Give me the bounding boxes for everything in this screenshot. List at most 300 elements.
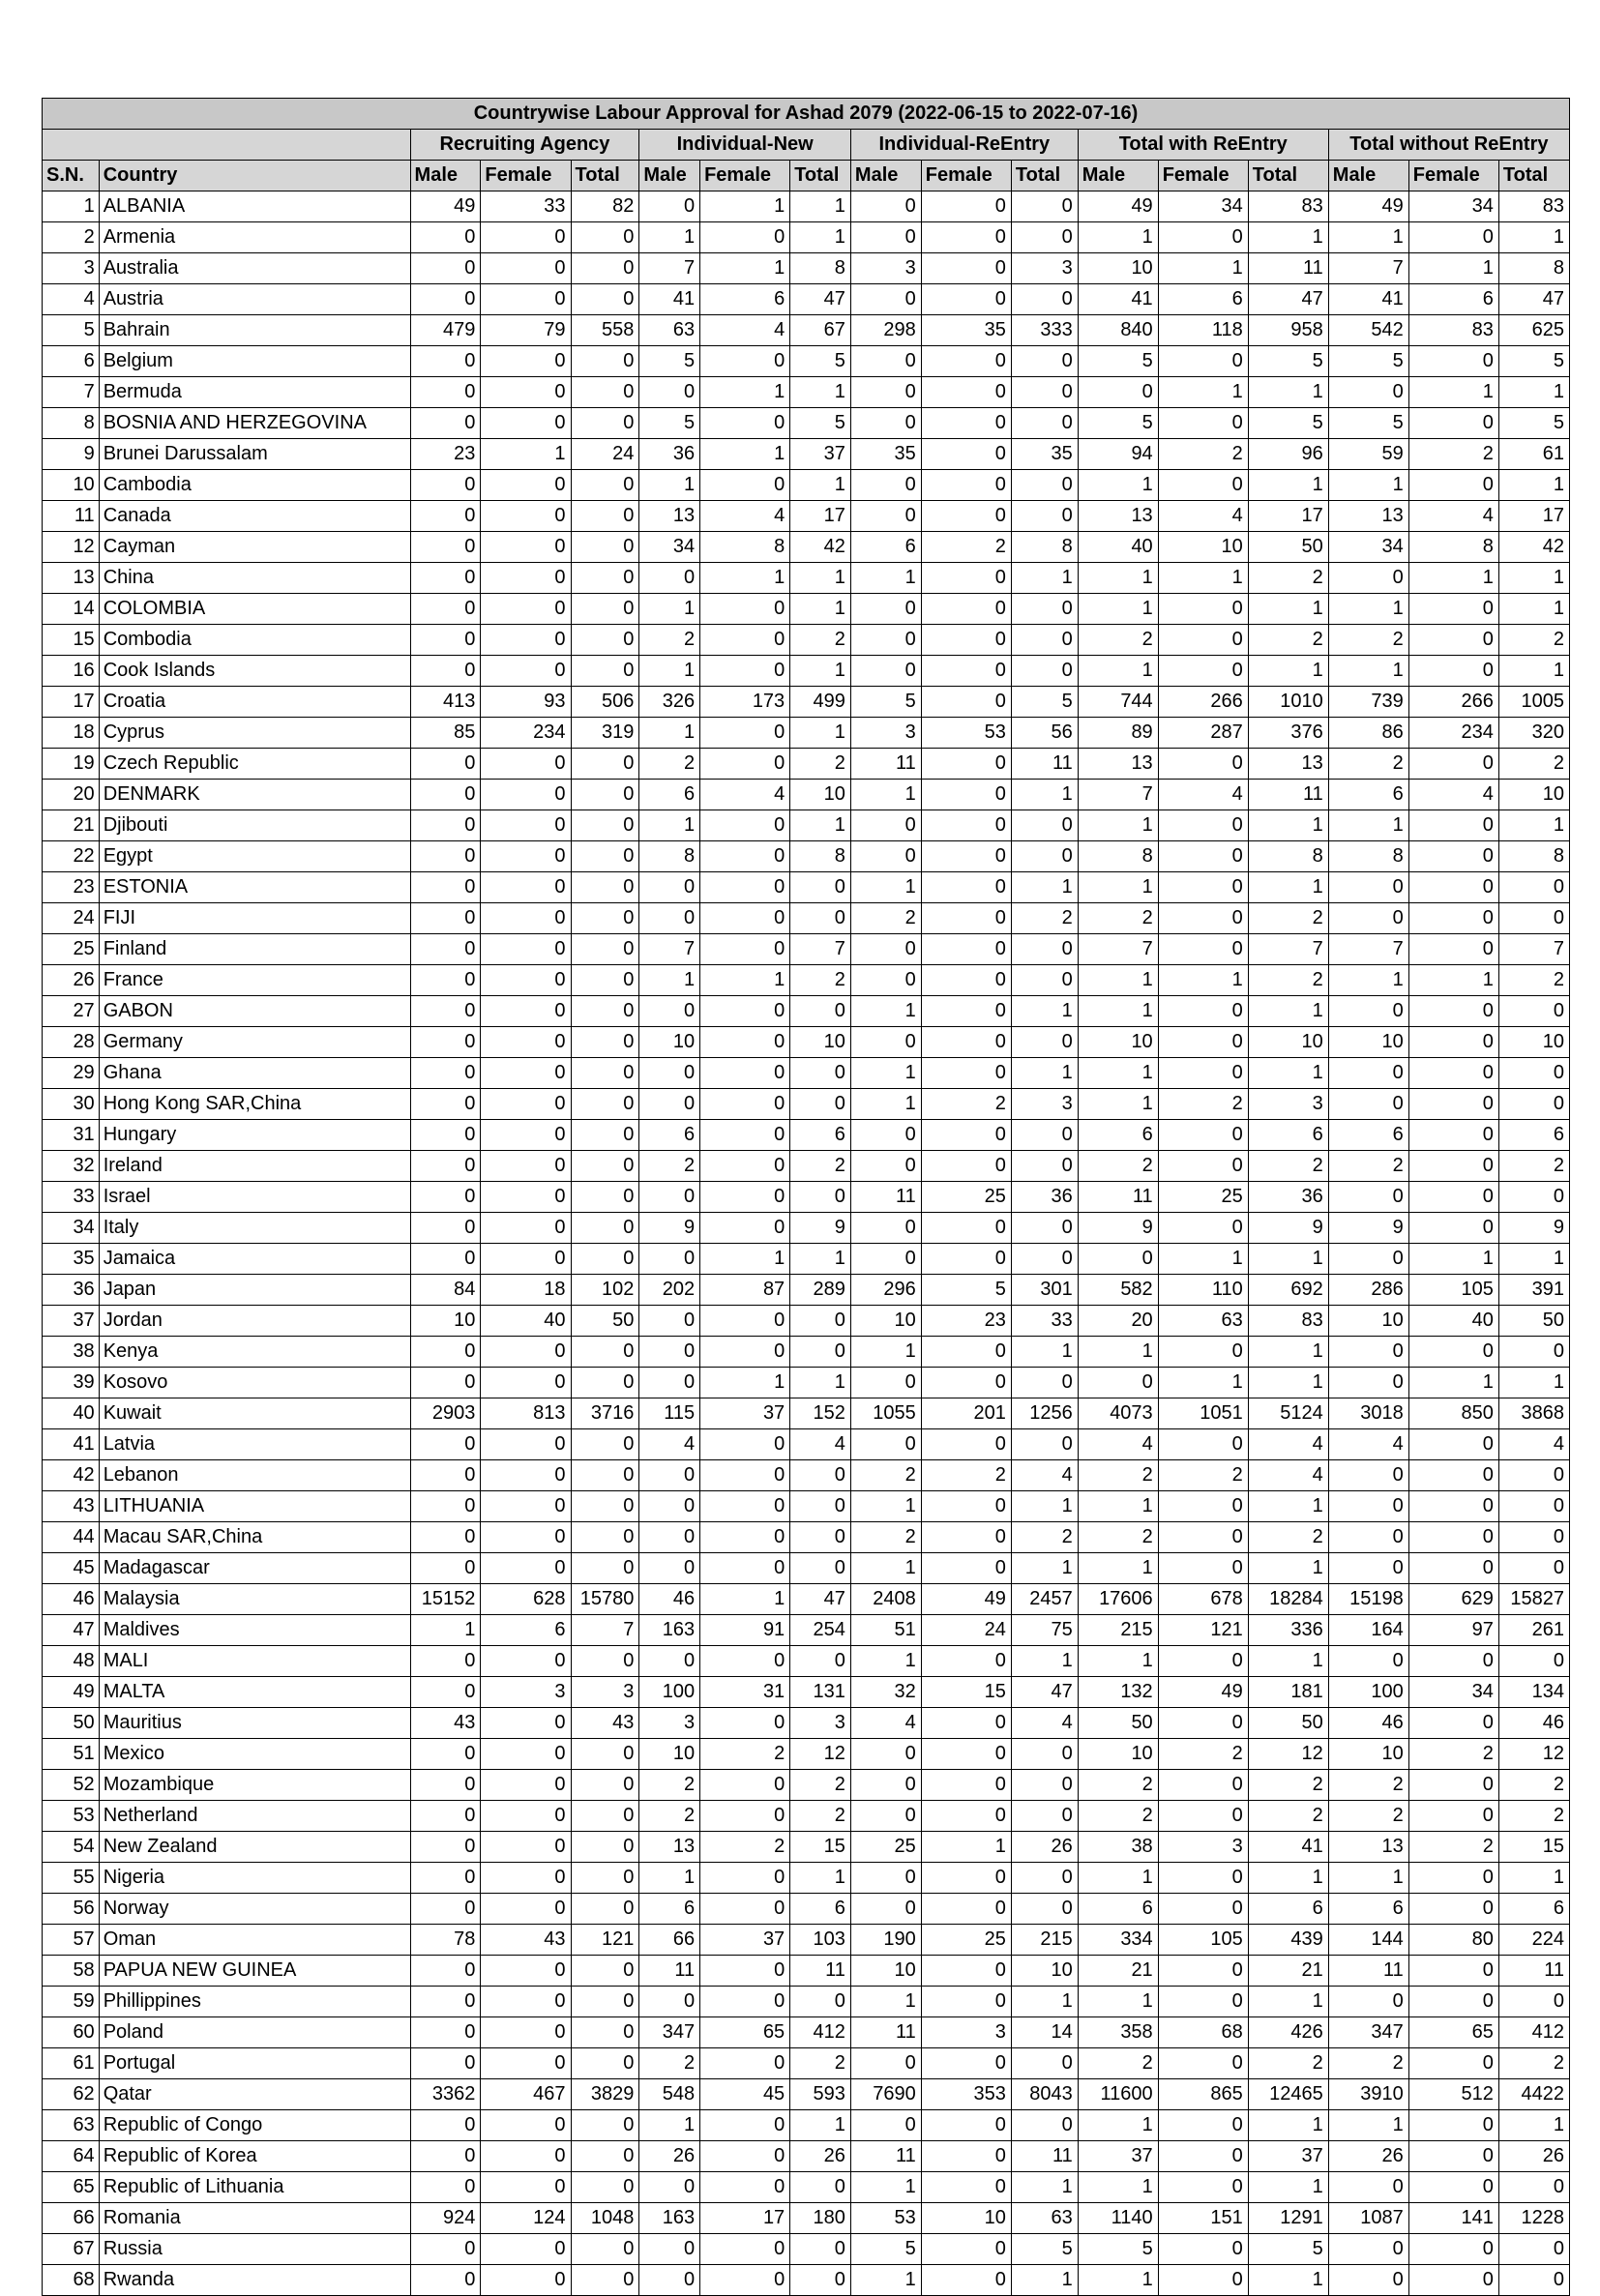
value-cell: 0	[1011, 934, 1078, 965]
value-cell: 0	[850, 1739, 921, 1770]
value-cell: 1	[639, 810, 700, 841]
value-cell: 0	[850, 470, 921, 501]
column-header: Total	[1248, 161, 1328, 191]
value-cell: 2	[921, 1089, 1011, 1120]
value-cell: 0	[921, 346, 1011, 377]
value-cell: 34	[1408, 191, 1498, 222]
country-cell: Madagascar	[99, 1553, 410, 1584]
value-cell: 0	[921, 1646, 1011, 1677]
value-cell: 0	[481, 1801, 571, 1832]
value-cell: 1	[639, 470, 700, 501]
value-cell: 89	[1078, 718, 1158, 749]
table-row	[43, 872, 1570, 903]
value-cell: 0	[639, 1244, 700, 1275]
value-cell: 0	[410, 1213, 481, 1244]
value-cell: 0	[700, 841, 790, 872]
value-cell: 1	[1248, 1058, 1328, 1089]
serial-number-cell: 26	[43, 965, 100, 996]
value-cell: 0	[639, 1553, 700, 1584]
value-cell: 0	[410, 1058, 481, 1089]
value-cell: 0	[1408, 1337, 1498, 1368]
value-cell: 0	[410, 1089, 481, 1120]
value-cell: 0	[571, 1739, 639, 1770]
value-cell: 287	[1158, 718, 1248, 749]
value-cell: 1	[639, 1863, 700, 1894]
value-cell: 6	[1328, 1120, 1408, 1151]
serial-number-cell: 7	[43, 377, 100, 408]
serial-number-cell: 23	[43, 872, 100, 903]
value-cell: 2	[1158, 1460, 1248, 1491]
value-cell: 0	[1011, 2048, 1078, 2079]
value-cell: 0	[921, 2110, 1011, 2141]
value-cell: 1	[1078, 1491, 1158, 1522]
value-cell: 0	[921, 2234, 1011, 2265]
value-cell: 0	[700, 1987, 790, 2017]
country-cell: Kenya	[99, 1337, 410, 1368]
value-cell: 0	[850, 408, 921, 439]
value-cell: 0	[639, 563, 700, 594]
value-cell: 7	[790, 934, 851, 965]
value-cell: 36	[639, 439, 700, 470]
value-cell: 286	[1328, 1275, 1408, 1306]
value-cell: 0	[410, 1770, 481, 1801]
value-cell: 3868	[1498, 1398, 1569, 1429]
value-cell: 0	[1498, 1460, 1569, 1491]
value-cell: 1	[1248, 1646, 1328, 1677]
value-cell: 0	[1158, 1863, 1248, 1894]
value-cell: 0	[481, 1429, 571, 1460]
value-cell: 0	[921, 253, 1011, 284]
value-cell: 0	[1408, 1956, 1498, 1987]
value-cell: 0	[1011, 1801, 1078, 1832]
value-cell: 1	[1078, 656, 1158, 687]
value-cell: 8	[1408, 532, 1498, 563]
value-cell: 1	[1248, 872, 1328, 903]
table-row	[43, 1337, 1570, 1368]
value-cell: 0	[1408, 2141, 1498, 2172]
country-cell: Egypt	[99, 841, 410, 872]
value-cell: 0	[481, 625, 571, 656]
country-cell: Nigeria	[99, 1863, 410, 1894]
value-cell: 1	[1248, 1244, 1328, 1275]
value-cell: 1	[790, 563, 851, 594]
value-cell: 0	[571, 346, 639, 377]
value-cell: 43	[571, 1708, 639, 1739]
value-cell: 0	[571, 2017, 639, 2048]
value-cell: 0	[921, 222, 1011, 253]
value-cell: 97	[1408, 1615, 1498, 1646]
value-cell: 0	[410, 903, 481, 934]
value-cell: 0	[1078, 1368, 1158, 1398]
value-cell: 0	[1011, 1120, 1078, 1151]
value-cell: 3716	[571, 1398, 639, 1429]
value-cell: 0	[1328, 1089, 1408, 1120]
value-cell: 1	[1011, 1058, 1078, 1089]
value-cell: 2	[1248, 2048, 1328, 2079]
value-cell: 3	[1011, 253, 1078, 284]
value-cell: 59	[1328, 439, 1408, 470]
value-cell: 94	[1078, 439, 1158, 470]
serial-number-cell: 18	[43, 718, 100, 749]
value-cell: 7	[1078, 780, 1158, 810]
value-cell: 37	[700, 1925, 790, 1956]
value-cell: 0	[1011, 470, 1078, 501]
value-cell: 1	[1248, 594, 1328, 625]
value-cell: 0	[571, 810, 639, 841]
value-cell: 0	[1408, 1708, 1498, 1739]
value-cell: 0	[1011, 284, 1078, 315]
value-cell: 10	[639, 1027, 700, 1058]
table-row	[43, 1956, 1570, 1987]
country-cell: GABON	[99, 996, 410, 1027]
value-cell: 0	[700, 1151, 790, 1182]
value-cell: 61	[1498, 439, 1569, 470]
value-cell: 0	[790, 2234, 851, 2265]
serial-number-cell: 52	[43, 1770, 100, 1801]
value-cell: 1	[1498, 656, 1569, 687]
value-cell: 0	[1158, 1429, 1248, 1460]
serial-number-cell: 30	[43, 1089, 100, 1120]
country-cell: Mozambique	[99, 1770, 410, 1801]
value-cell: 0	[921, 625, 1011, 656]
value-cell: 2	[1248, 1151, 1328, 1182]
value-cell: 1	[850, 2265, 921, 2296]
value-cell: 6	[1248, 1120, 1328, 1151]
serial-number-cell: 59	[43, 1987, 100, 2017]
value-cell: 0	[1408, 1058, 1498, 1089]
country-cell: Japan	[99, 1275, 410, 1306]
value-cell: 865	[1158, 2079, 1248, 2110]
value-cell: 0	[1408, 872, 1498, 903]
value-cell: 1	[1078, 594, 1158, 625]
value-cell: 50	[1248, 532, 1328, 563]
value-cell: 1	[850, 780, 921, 810]
value-cell: 8043	[1011, 2079, 1078, 2110]
value-cell: 0	[1011, 377, 1078, 408]
serial-number-cell: 5	[43, 315, 100, 346]
table-row	[43, 2265, 1570, 2296]
value-cell: 0	[481, 965, 571, 996]
value-cell: 0	[481, 1491, 571, 1522]
value-cell: 1	[1078, 470, 1158, 501]
value-cell: 0	[1408, 1646, 1498, 1677]
value-cell: 0	[700, 934, 790, 965]
serial-number-cell: 39	[43, 1368, 100, 1398]
value-cell: 0	[639, 996, 700, 1027]
value-cell: 0	[571, 1832, 639, 1863]
value-cell: 0	[1158, 222, 1248, 253]
value-cell: 0	[1078, 377, 1158, 408]
value-cell: 51	[850, 1615, 921, 1646]
value-cell: 6	[1498, 1120, 1569, 1151]
value-cell: 0	[921, 1368, 1011, 1398]
value-cell: 0	[481, 780, 571, 810]
value-cell: 3	[571, 1677, 639, 1708]
value-cell: 0	[1158, 1987, 1248, 2017]
value-cell: 6	[639, 1894, 700, 1925]
value-cell: 40	[481, 1306, 571, 1337]
value-cell: 15827	[1498, 1584, 1569, 1615]
serial-number-cell: 12	[43, 532, 100, 563]
value-cell: 1	[1078, 1553, 1158, 1584]
country-cell: MALI	[99, 1646, 410, 1677]
value-cell: 85	[410, 718, 481, 749]
value-cell: 163	[639, 2203, 700, 2234]
value-cell: 1	[1011, 1491, 1078, 1522]
value-cell: 0	[639, 191, 700, 222]
value-cell: 0	[850, 1894, 921, 1925]
value-cell: 0	[1158, 934, 1248, 965]
value-cell: 1	[1248, 1553, 1328, 1584]
value-cell: 5	[639, 408, 700, 439]
value-cell: 0	[481, 408, 571, 439]
value-cell: 3910	[1328, 2079, 1408, 2110]
country-cell: Lebanon	[99, 1460, 410, 1491]
value-cell: 0	[481, 1708, 571, 1739]
serial-number-cell: 62	[43, 2079, 100, 2110]
value-cell: 439	[1248, 1925, 1328, 1956]
value-cell: 11	[850, 749, 921, 780]
table-row	[43, 1275, 1570, 1306]
value-cell: 6	[1328, 1894, 1408, 1925]
value-cell: 1	[700, 965, 790, 996]
value-cell: 0	[1011, 346, 1078, 377]
table-row	[43, 315, 1570, 346]
value-cell: 0	[700, 625, 790, 656]
value-cell: 0	[410, 1832, 481, 1863]
value-cell: 0	[1158, 1801, 1248, 1832]
value-cell: 3	[790, 1708, 851, 1739]
value-cell: 0	[700, 996, 790, 1027]
value-cell: 0	[410, 408, 481, 439]
value-cell: 0	[1328, 872, 1408, 903]
value-cell: 0	[1158, 841, 1248, 872]
value-cell: 4	[1011, 1708, 1078, 1739]
value-cell: 0	[790, 1491, 851, 1522]
value-cell: 3	[850, 718, 921, 749]
value-cell: 1	[790, 222, 851, 253]
value-cell: 0	[1078, 1244, 1158, 1275]
value-cell: 41	[1248, 1832, 1328, 1863]
value-cell: 0	[481, 1956, 571, 1987]
value-cell: 24	[921, 1615, 1011, 1646]
value-cell: 254	[790, 1615, 851, 1646]
value-cell: 678	[1158, 1584, 1248, 1615]
value-cell: 0	[921, 903, 1011, 934]
value-cell: 0	[1011, 1739, 1078, 1770]
value-cell: 0	[700, 1182, 790, 1213]
value-cell: 0	[1498, 2234, 1569, 2265]
value-cell: 413	[410, 687, 481, 718]
value-cell: 0	[921, 408, 1011, 439]
table-row	[43, 1832, 1570, 1863]
value-cell: 1	[700, 1244, 790, 1275]
value-cell: 0	[1328, 1491, 1408, 1522]
value-cell: 0	[571, 2172, 639, 2203]
value-cell: 4	[1408, 780, 1498, 810]
value-cell: 412	[790, 2017, 851, 2048]
country-cell: Bermuda	[99, 377, 410, 408]
value-cell: 190	[850, 1925, 921, 1956]
value-cell: 38	[1078, 1832, 1158, 1863]
serial-number-cell: 4	[43, 284, 100, 315]
value-cell: 1	[1011, 1987, 1078, 2017]
value-cell: 0	[921, 1151, 1011, 1182]
value-cell: 82	[571, 191, 639, 222]
value-cell: 0	[410, 810, 481, 841]
value-cell: 4	[1248, 1460, 1328, 1491]
value-cell: 0	[700, 1491, 790, 1522]
value-cell: 1	[850, 1987, 921, 2017]
table-row	[43, 2172, 1570, 2203]
table-row	[43, 377, 1570, 408]
value-cell: 1	[1248, 1491, 1328, 1522]
value-cell: 0	[571, 625, 639, 656]
table-row	[43, 470, 1570, 501]
value-cell: 0	[1408, 810, 1498, 841]
value-cell: 0	[1328, 563, 1408, 594]
value-cell: 0	[571, 749, 639, 780]
value-cell: 42	[790, 532, 851, 563]
value-cell: 49	[1328, 191, 1408, 222]
value-cell: 0	[1328, 1522, 1408, 1553]
value-cell: 1228	[1498, 2203, 1569, 2234]
value-cell: 1	[1498, 2110, 1569, 2141]
value-cell: 0	[1408, 1151, 1498, 1182]
value-cell: 0	[1498, 1646, 1569, 1677]
value-cell: 0	[1328, 903, 1408, 934]
value-cell: 10	[790, 780, 851, 810]
table-row	[43, 2048, 1570, 2079]
value-cell: 0	[1158, 2172, 1248, 2203]
value-cell: 0	[1328, 2172, 1408, 2203]
value-cell: 3	[1248, 1089, 1328, 1120]
value-cell: 0	[571, 1894, 639, 1925]
value-cell: 0	[1498, 2265, 1569, 2296]
value-cell: 1	[1248, 377, 1328, 408]
table-row	[43, 563, 1570, 594]
table-row	[43, 1120, 1570, 1151]
value-cell: 5	[1078, 408, 1158, 439]
country-cell: LITHUANIA	[99, 1491, 410, 1522]
column-header: Male	[850, 161, 921, 191]
value-cell: 1	[1078, 222, 1158, 253]
value-cell: 40	[1408, 1306, 1498, 1337]
value-cell: 2	[1248, 965, 1328, 996]
value-cell: 0	[481, 934, 571, 965]
value-cell: 0	[700, 1120, 790, 1151]
value-cell: 2	[1158, 1739, 1248, 1770]
value-cell: 11	[1248, 253, 1328, 284]
table-row	[43, 1708, 1570, 1739]
value-cell: 0	[410, 1429, 481, 1460]
value-cell: 0	[700, 1213, 790, 1244]
value-cell: 0	[700, 222, 790, 253]
value-cell: 0	[921, 2141, 1011, 2172]
value-cell: 0	[481, 872, 571, 903]
serial-number-cell: 49	[43, 1677, 100, 1708]
value-cell: 0	[481, 1894, 571, 1925]
value-cell: 0	[481, 253, 571, 284]
country-cell: Jordan	[99, 1306, 410, 1337]
column-header: Female	[700, 161, 790, 191]
value-cell: 0	[481, 1646, 571, 1677]
value-cell: 1048	[571, 2203, 639, 2234]
value-cell: 41	[1078, 284, 1158, 315]
value-cell: 1005	[1498, 687, 1569, 718]
value-cell: 0	[850, 656, 921, 687]
value-cell: 1	[1248, 470, 1328, 501]
value-cell: 23	[921, 1306, 1011, 1337]
value-cell: 499	[790, 687, 851, 718]
table-row	[43, 1398, 1570, 1429]
value-cell: 0	[1158, 1058, 1248, 1089]
value-cell: 1	[1078, 2110, 1158, 2141]
value-cell: 0	[1408, 2110, 1498, 2141]
value-cell: 1	[639, 2110, 700, 2141]
value-cell: 0	[1328, 1460, 1408, 1491]
value-cell: 9	[1498, 1213, 1569, 1244]
value-cell: 0	[571, 532, 639, 563]
serial-number-cell: 36	[43, 1275, 100, 1306]
value-cell: 0	[571, 1491, 639, 1522]
value-cell: 67	[790, 315, 851, 346]
value-cell: 11	[1011, 2141, 1078, 2172]
value-cell: 0	[921, 1801, 1011, 1832]
value-cell: 0	[700, 2265, 790, 2296]
value-cell: 0	[1408, 1089, 1498, 1120]
value-cell: 301	[1011, 1275, 1078, 1306]
table-row	[43, 996, 1570, 1027]
country-cell: Belgium	[99, 346, 410, 377]
value-cell: 1	[1408, 377, 1498, 408]
value-cell: 333	[1011, 315, 1078, 346]
value-cell: 0	[921, 1863, 1011, 1894]
value-cell: 813	[481, 1398, 571, 1429]
value-cell: 0	[1011, 1213, 1078, 1244]
value-cell: 12465	[1248, 2079, 1328, 2110]
value-cell: 1	[700, 563, 790, 594]
value-cell: 0	[410, 1151, 481, 1182]
value-cell: 10	[921, 2203, 1011, 2234]
table-row	[43, 594, 1570, 625]
value-cell: 5	[921, 1275, 1011, 1306]
value-cell: 15152	[410, 1584, 481, 1615]
table-row	[43, 532, 1570, 563]
value-cell: 629	[1408, 1584, 1498, 1615]
value-cell: 42	[1498, 532, 1569, 563]
serial-number-cell: 61	[43, 2048, 100, 2079]
value-cell: 353	[921, 2079, 1011, 2110]
value-cell: 289	[790, 1275, 851, 1306]
value-cell: 0	[410, 965, 481, 996]
value-cell: 0	[1408, 1429, 1498, 1460]
value-cell: 1	[1078, 1337, 1158, 1368]
value-cell: 0	[481, 1368, 571, 1398]
value-cell: 1	[1011, 872, 1078, 903]
value-cell: 0	[571, 965, 639, 996]
value-cell: 0	[1328, 1368, 1408, 1398]
value-cell: 0	[1408, 1987, 1498, 2017]
value-cell: 25	[850, 1832, 921, 1863]
value-cell: 0	[790, 1337, 851, 1368]
value-cell: 0	[790, 1306, 851, 1337]
value-cell: 0	[700, 346, 790, 377]
value-cell: 0	[481, 501, 571, 532]
value-cell: 0	[850, 222, 921, 253]
country-cell: Norway	[99, 1894, 410, 1925]
value-cell: 1	[1078, 1058, 1158, 1089]
